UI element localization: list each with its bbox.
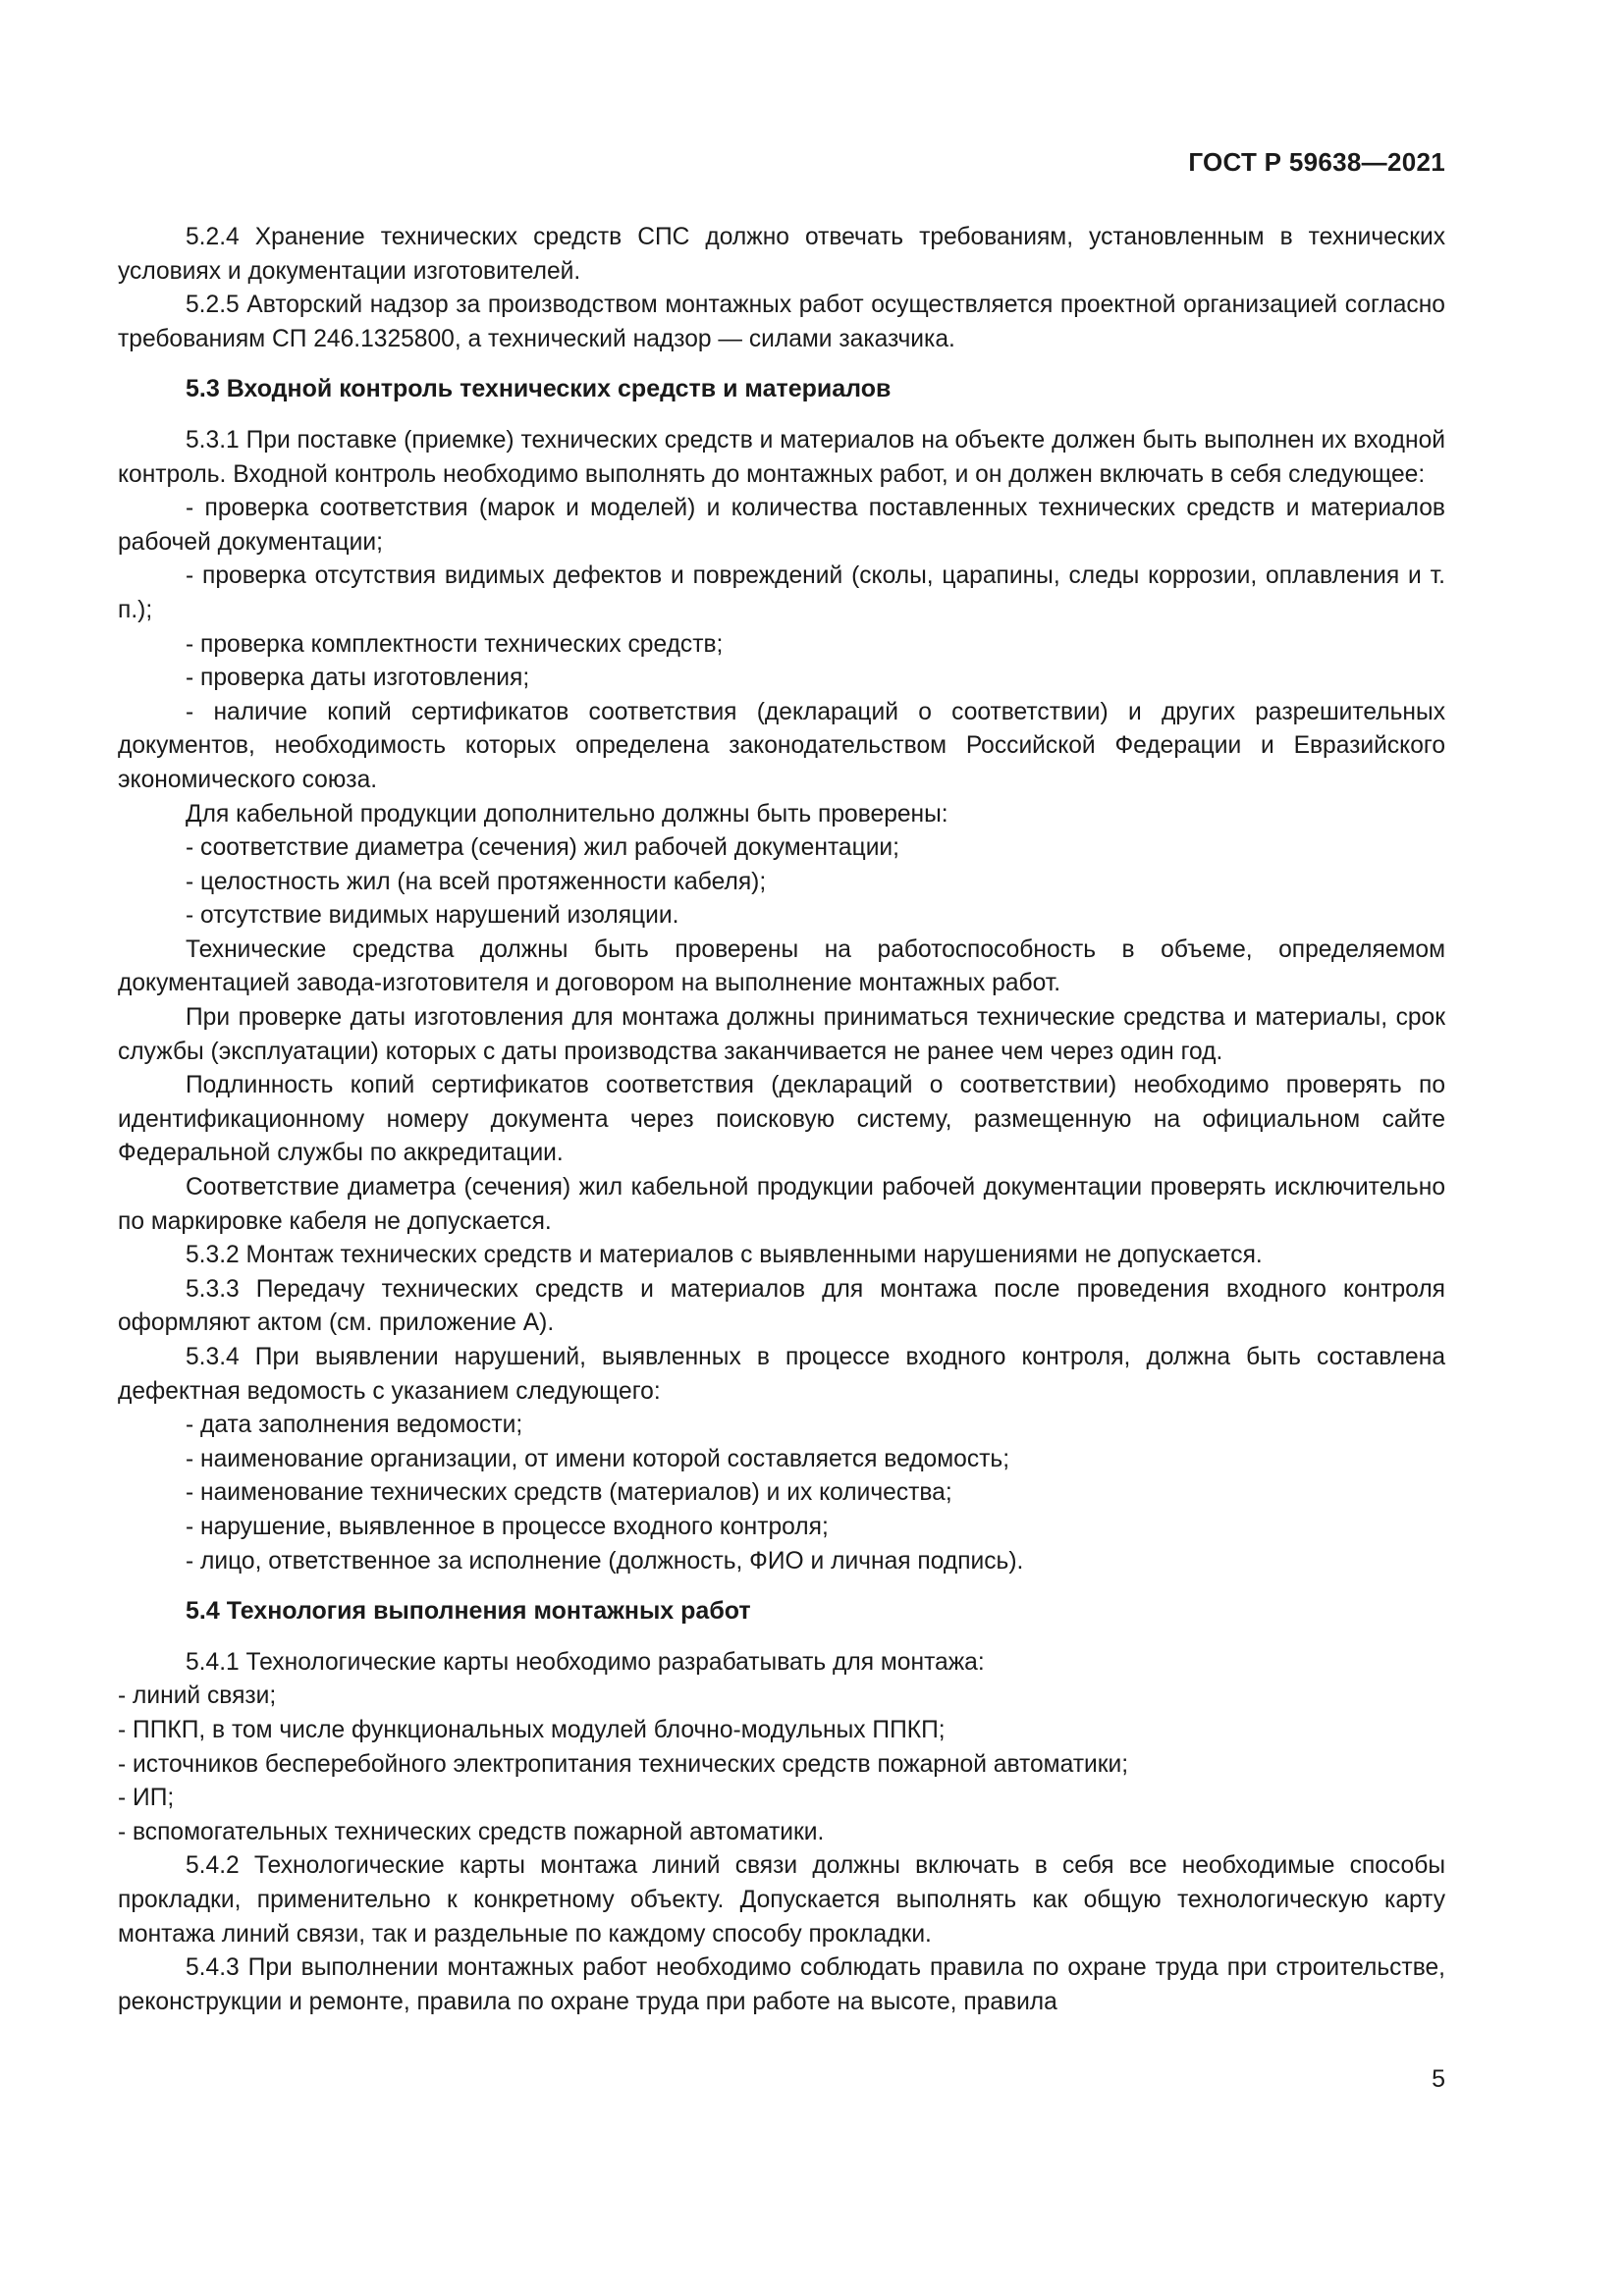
list-item: - соответствие диаметра (сечения) жил рабочей документации; bbox=[186, 834, 900, 862]
paragraph-5-2-5: 5.2.5 Авторский надзор за производством монтажных работ осуществляется проектной организацией согласно требованиям СП 246.1325800, а технический надзор — силами заказчика. bbox=[118, 292, 1445, 352]
list-item: - проверка даты изготовления; bbox=[186, 665, 530, 692]
document-code: ГОСТ Р 59638—2021 bbox=[1188, 147, 1445, 177]
list-item: - источников бесперебойного электропитания технических средств пожарной автоматики; bbox=[118, 1750, 1129, 1778]
paragraph-diameter: Соответствие диаметра (сечения) жил кабельной продукции рабочей документации проверять исключительно по маркировке кабеля не допускается. bbox=[118, 1174, 1445, 1235]
list-item: - ППКП, в том числе функциональных модулей блочно-модульных ППКП; bbox=[118, 1716, 946, 1743]
list-item: - вспомогательных технических средств пожарной автоматики. bbox=[118, 1818, 825, 1845]
list-item: - наименование технических средств (материалов) и их количества; bbox=[186, 1479, 952, 1507]
paragraph-5-3-3: 5.3.3 Передачу технических средств и материалов для монтажа после проведения входного контроля оформляют актом (см. приложение А). bbox=[118, 1275, 1445, 1337]
page-number: 5 bbox=[1432, 2065, 1445, 2093]
paragraph-5-3-4: 5.3.4 При выявлении нарушений, выявленных в процессе входного контроля, должна быть составлена дефектная ведомость с указанием следующего: bbox=[118, 1344, 1445, 1405]
list-item: - наличие копий сертификатов соответствия (деклараций о соответствии) и других разрешительных документов, необходимость которых определена законодательством Российской Федерации и Евразийского экономического союза. bbox=[118, 698, 1445, 793]
paragraph-workability: Технические средства должны быть проверены на работоспособность в объеме, определяемом документацией завода-изготовителя и договором на выполнение монтажных работ. bbox=[118, 935, 1445, 997]
list-item: - проверка комплектности технических средств; bbox=[186, 630, 724, 658]
paragraph-authenticity: Подлинность копий сертификатов соответствия (деклараций о соответствии) необходимо проверять по идентификационному номеру документа через поисковую систему, размещенную на официальном сайте Федеральной службы по аккредитации. bbox=[118, 1072, 1445, 1167]
paragraph-5-4-2: 5.4.2 Технологические карты монтажа линий связи должны включать в себя все необходимые способы прокладки, применительно к конкретному объекту. Допускается выполнять как общую технологическую карту монтажа линий связи, так и раздельные по каждому способу прокладки. bbox=[118, 1852, 1445, 1948]
section-heading-5-3: 5.3 Входной контроль технических средств и материалов bbox=[186, 375, 892, 403]
paragraph-5-3-2: 5.3.2 Монтаж технических средств и материалов с выявленными нарушениями не допускается. bbox=[186, 1242, 1263, 1269]
paragraph-cable: Для кабельной продукции дополнительно должны быть проверены: bbox=[186, 800, 948, 828]
list-item: - лицо, ответственное за исполнение (должность, ФИО и личная подпись). bbox=[186, 1547, 1024, 1575]
list-item: - ИП; bbox=[118, 1785, 175, 1812]
list-item: - целостность жил (на всей протяженности кабеля); bbox=[186, 868, 767, 895]
paragraph-5-3-1: 5.3.1 При поставке (приемке) технических средств и материалов на объекте должен быть выполнен их входной контроль. Входной контроль необходимо выполнять до монтажных работ, и он должен включать в себя следующее: bbox=[118, 426, 1445, 488]
list-item: - отсутствие видимых нарушений изоляции. bbox=[186, 902, 679, 930]
list-item: - дата заполнения ведомости; bbox=[186, 1412, 523, 1439]
paragraph-date: При проверке даты изготовления для монтажа должны приниматься технические средства и материалы, срок службы (эксплуатации) которых с даты производства заканчивается не ранее чем через один год. bbox=[118, 1004, 1445, 1065]
list-item: - нарушение, выявленное в процессе входного контроля; bbox=[186, 1513, 829, 1540]
document-body bbox=[118, 221, 1445, 2019]
list-item: - линий связи; bbox=[118, 1682, 277, 1710]
list-item: - проверка соответствия (марок и моделей) и количества поставленных технических средств и материалов рабочей документации; bbox=[118, 495, 1445, 556]
list-item: - проверка отсутствия видимых дефектов и повреждений (сколы, царапины, следы коррозии, оплавления и т. п.); bbox=[118, 562, 1445, 623]
paragraph-5-2-4: 5.2.4 Хранение технических средств СПС должно отвечать требованиям, установленным в технических условиях и документации изготовителей. bbox=[118, 224, 1445, 285]
paragraph-5-4-1: 5.4.1 Технологические карты необходимо разрабатывать для монтажа: bbox=[186, 1648, 985, 1676]
list-item: - наименование организации, от имени которой составляется ведомость; bbox=[186, 1445, 1010, 1472]
section-heading-5-4: 5.4 Технология выполнения монтажных работ bbox=[186, 1597, 751, 1626]
paragraph-5-4-3: 5.4.3 При выполнении монтажных работ необходимо соблюдать правила по охране труда при строительстве, реконструкции и ремонте, правила по охране труда при работе на высоте, правила bbox=[118, 1954, 1445, 2015]
